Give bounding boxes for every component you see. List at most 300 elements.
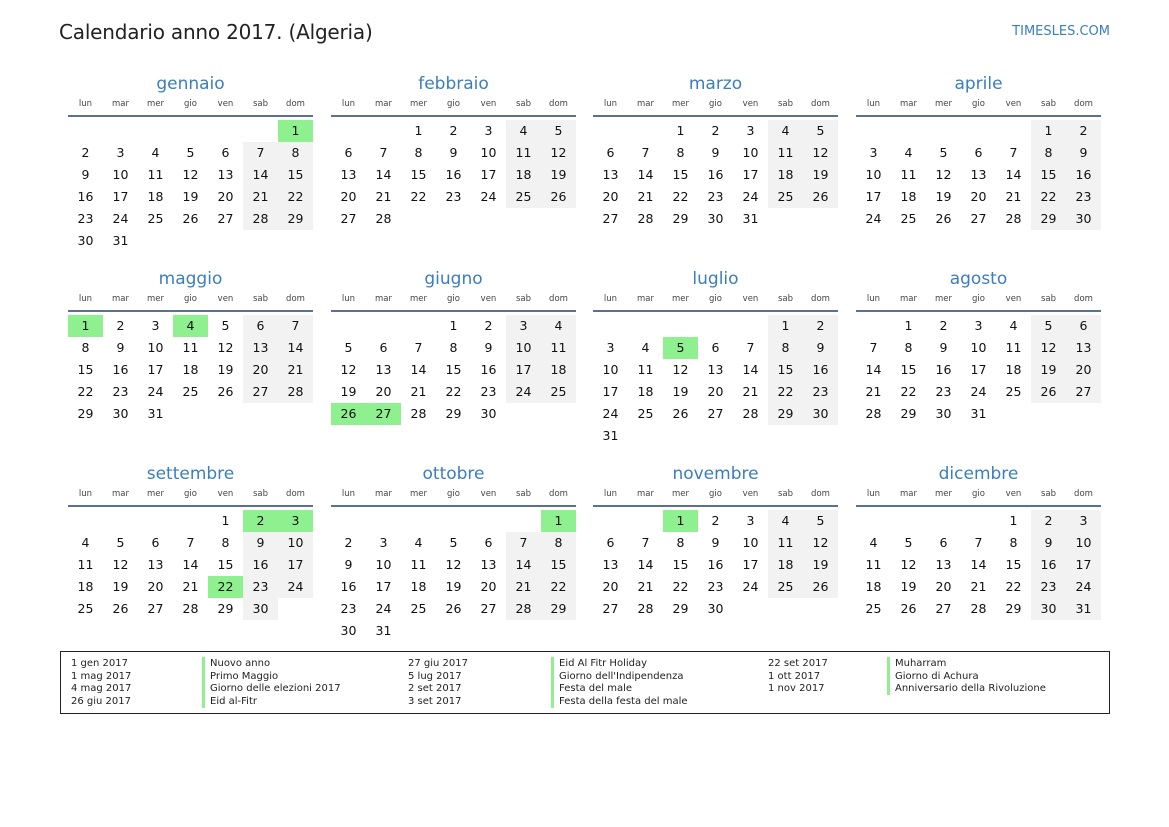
day-cell[interactable]: 12 (541, 142, 576, 164)
day-cell[interactable]: 25 (900, 211, 917, 226)
day-cell[interactable]: 4 (904, 145, 913, 160)
day-cell[interactable]: 6 (606, 145, 615, 160)
holiday-day-cell[interactable]: 1 (541, 510, 576, 532)
day-cell[interactable]: 18 (506, 164, 541, 186)
day-cell[interactable]: 12 (900, 557, 917, 572)
day-cell[interactable]: 11 (1005, 340, 1022, 355)
day-cell[interactable]: 4 (151, 145, 160, 160)
day-cell[interactable]: 24 (480, 189, 497, 204)
day-cell[interactable]: 30 (112, 406, 129, 421)
day-cell[interactable]: 8 (676, 145, 685, 160)
day-cell[interactable]: 27 (935, 601, 952, 616)
day-cell[interactable]: 20 (935, 579, 952, 594)
day-cell[interactable]: 20 (147, 579, 164, 594)
day-cell[interactable]: 22 (672, 579, 689, 594)
day-cell[interactable]: 25 (541, 381, 576, 403)
day-cell[interactable]: 6 (151, 535, 160, 550)
day-cell[interactable]: 13 (970, 167, 987, 182)
day-cell[interactable]: 19 (541, 164, 576, 186)
day-cell[interactable]: 15 (1031, 164, 1066, 186)
day-cell[interactable]: 19 (803, 164, 838, 186)
holiday-day-cell[interactable]: 3 (278, 510, 313, 532)
day-cell[interactable]: 29 (278, 208, 313, 230)
day-cell[interactable]: 26 (803, 576, 838, 598)
day-cell[interactable]: 9 (803, 337, 838, 359)
day-cell[interactable]: 18 (637, 384, 654, 399)
day-cell[interactable]: 4 (81, 535, 90, 550)
day-cell[interactable]: 18 (768, 554, 803, 576)
day-cell[interactable]: 2 (116, 318, 125, 333)
day-cell[interactable]: 4 (541, 315, 576, 337)
day-cell[interactable]: 12 (182, 167, 199, 182)
day-cell[interactable]: 28 (637, 601, 654, 616)
day-cell[interactable]: 8 (449, 340, 458, 355)
day-cell[interactable]: 12 (217, 340, 234, 355)
day-cell[interactable]: 20 (375, 384, 392, 399)
day-cell[interactable]: 13 (602, 167, 619, 182)
day-cell[interactable]: 22 (410, 189, 427, 204)
day-cell[interactable]: 15 (768, 359, 803, 381)
day-cell[interactable]: 29 (445, 406, 462, 421)
day-cell[interactable]: 29 (77, 406, 94, 421)
day-cell[interactable]: 8 (1031, 142, 1066, 164)
day-cell[interactable]: 24 (742, 189, 759, 204)
day-cell[interactable]: 16 (1031, 554, 1066, 576)
day-cell[interactable]: 9 (484, 340, 493, 355)
day-cell[interactable]: 3 (869, 145, 878, 160)
day-cell[interactable]: 24 (602, 406, 619, 421)
day-cell[interactable]: 17 (1066, 554, 1101, 576)
day-cell[interactable]: 9 (711, 535, 720, 550)
day-cell[interactable]: 25 (637, 406, 654, 421)
day-cell[interactable]: 27 (1066, 381, 1101, 403)
day-cell[interactable]: 27 (217, 211, 234, 226)
day-cell[interactable]: 18 (77, 579, 94, 594)
day-cell[interactable]: 11 (900, 167, 917, 182)
day-cell[interactable]: 30 (243, 598, 278, 620)
day-cell[interactable]: 29 (900, 406, 917, 421)
day-cell[interactable]: 12 (112, 557, 129, 572)
day-cell[interactable]: 14 (278, 337, 313, 359)
day-cell[interactable]: 7 (186, 535, 195, 550)
day-cell[interactable]: 20 (1066, 359, 1101, 381)
day-cell[interactable]: 11 (410, 557, 427, 572)
day-cell[interactable]: 11 (506, 142, 541, 164)
day-cell[interactable]: 23 (803, 381, 838, 403)
day-cell[interactable]: 4 (768, 120, 803, 142)
day-cell[interactable]: 10 (742, 535, 759, 550)
day-cell[interactable]: 21 (243, 186, 278, 208)
day-cell[interactable]: 10 (506, 337, 541, 359)
day-cell[interactable]: 30 (480, 406, 497, 421)
day-cell[interactable]: 15 (217, 557, 234, 572)
day-cell[interactable]: 17 (865, 189, 882, 204)
day-cell[interactable]: 16 (77, 189, 94, 204)
day-cell[interactable]: 14 (506, 554, 541, 576)
day-cell[interactable]: 2 (803, 315, 838, 337)
day-cell[interactable]: 31 (147, 406, 164, 421)
day-cell[interactable]: 5 (1031, 315, 1066, 337)
day-cell[interactable]: 15 (410, 167, 427, 182)
day-cell[interactable]: 1 (1009, 513, 1018, 528)
day-cell[interactable]: 7 (641, 145, 650, 160)
day-cell[interactable]: 21 (637, 579, 654, 594)
day-cell[interactable]: 4 (1009, 318, 1018, 333)
day-cell[interactable]: 7 (1009, 145, 1018, 160)
day-cell[interactable]: 23 (935, 384, 952, 399)
day-cell[interactable]: 22 (445, 384, 462, 399)
day-cell[interactable]: 17 (742, 557, 759, 572)
day-cell[interactable]: 22 (1005, 579, 1022, 594)
day-cell[interactable]: 13 (243, 337, 278, 359)
day-cell[interactable]: 8 (904, 340, 913, 355)
day-cell[interactable]: 14 (865, 362, 882, 377)
day-cell[interactable]: 9 (711, 145, 720, 160)
day-cell[interactable]: 16 (707, 557, 724, 572)
day-cell[interactable]: 10 (375, 557, 392, 572)
day-cell[interactable]: 13 (340, 167, 357, 182)
day-cell[interactable]: 21 (865, 384, 882, 399)
day-cell[interactable]: 28 (182, 601, 199, 616)
day-cell[interactable]: 16 (707, 167, 724, 182)
day-cell[interactable]: 31 (112, 233, 129, 248)
day-cell[interactable]: 2 (939, 318, 948, 333)
day-cell[interactable]: 7 (869, 340, 878, 355)
day-cell[interactable]: 5 (186, 145, 195, 160)
day-cell[interactable]: 7 (641, 535, 650, 550)
day-cell[interactable]: 4 (869, 535, 878, 550)
day-cell[interactable]: 6 (1066, 315, 1101, 337)
day-cell[interactable]: 22 (1031, 186, 1066, 208)
day-cell[interactable]: 19 (112, 579, 129, 594)
day-cell[interactable]: 21 (182, 579, 199, 594)
day-cell[interactable]: 19 (340, 384, 357, 399)
day-cell[interactable]: 1 (676, 123, 685, 138)
day-cell[interactable]: 23 (707, 189, 724, 204)
day-cell[interactable]: 10 (1066, 532, 1101, 554)
day-cell[interactable]: 17 (147, 362, 164, 377)
day-cell[interactable]: 25 (865, 601, 882, 616)
day-cell[interactable]: 26 (935, 211, 952, 226)
day-cell[interactable]: 6 (344, 145, 353, 160)
day-cell[interactable]: 22 (77, 384, 94, 399)
day-cell[interactable]: 24 (970, 384, 987, 399)
day-cell[interactable]: 23 (340, 601, 357, 616)
day-cell[interactable]: 18 (865, 579, 882, 594)
day-cell[interactable]: 20 (970, 189, 987, 204)
day-cell[interactable]: 3 (1066, 510, 1101, 532)
day-cell[interactable]: 14 (970, 557, 987, 572)
day-cell[interactable]: 30 (340, 623, 357, 638)
site-link[interactable]: TIMESLES.COM (1012, 24, 1110, 39)
day-cell[interactable]: 26 (217, 384, 234, 399)
day-cell[interactable]: 3 (506, 315, 541, 337)
day-cell[interactable]: 19 (1031, 359, 1066, 381)
day-cell[interactable]: 31 (375, 623, 392, 638)
day-cell[interactable]: 2 (1031, 510, 1066, 532)
day-cell[interactable]: 27 (147, 601, 164, 616)
day-cell[interactable]: 15 (900, 362, 917, 377)
day-cell[interactable]: 22 (541, 576, 576, 598)
day-cell[interactable]: 22 (900, 384, 917, 399)
day-cell[interactable]: 6 (606, 535, 615, 550)
day-cell[interactable]: 12 (445, 557, 462, 572)
day-cell[interactable]: 24 (742, 579, 759, 594)
day-cell[interactable]: 14 (375, 167, 392, 182)
day-cell[interactable]: 19 (672, 384, 689, 399)
day-cell[interactable]: 30 (77, 233, 94, 248)
day-cell[interactable]: 14 (182, 557, 199, 572)
day-cell[interactable]: 11 (77, 557, 94, 572)
day-cell[interactable]: 21 (278, 359, 313, 381)
day-cell[interactable]: 16 (480, 362, 497, 377)
day-cell[interactable]: 28 (865, 406, 882, 421)
day-cell[interactable]: 1 (1031, 120, 1066, 142)
day-cell[interactable]: 3 (746, 123, 755, 138)
day-cell[interactable]: 20 (243, 359, 278, 381)
day-cell[interactable]: 15 (1005, 557, 1022, 572)
day-cell[interactable]: 30 (935, 406, 952, 421)
day-cell[interactable]: 2 (711, 513, 720, 528)
day-cell[interactable]: 18 (900, 189, 917, 204)
day-cell[interactable]: 9 (81, 167, 90, 182)
day-cell[interactable]: 2 (344, 535, 353, 550)
day-cell[interactable]: 9 (939, 340, 948, 355)
day-cell[interactable]: 7 (243, 142, 278, 164)
day-cell[interactable]: 11 (637, 362, 654, 377)
day-cell[interactable]: 1 (414, 123, 423, 138)
day-cell[interactable]: 8 (768, 337, 803, 359)
day-cell[interactable]: 26 (182, 211, 199, 226)
day-cell[interactable]: 26 (900, 601, 917, 616)
day-cell[interactable]: 5 (541, 120, 576, 142)
day-cell[interactable]: 28 (410, 406, 427, 421)
day-cell[interactable]: 6 (974, 145, 983, 160)
day-cell[interactable]: 10 (480, 145, 497, 160)
day-cell[interactable]: 23 (1066, 186, 1101, 208)
day-cell[interactable]: 21 (637, 189, 654, 204)
day-cell[interactable]: 17 (602, 384, 619, 399)
day-cell[interactable]: 8 (676, 535, 685, 550)
day-cell[interactable]: 29 (541, 598, 576, 620)
day-cell[interactable]: 19 (445, 579, 462, 594)
day-cell[interactable]: 14 (637, 167, 654, 182)
day-cell[interactable]: 17 (375, 579, 392, 594)
day-cell[interactable]: 29 (1005, 601, 1022, 616)
day-cell[interactable]: 25 (410, 601, 427, 616)
day-cell[interactable]: 28 (637, 211, 654, 226)
holiday-day-cell[interactable]: 22 (208, 576, 243, 598)
day-cell[interactable]: 22 (672, 189, 689, 204)
day-cell[interactable]: 14 (243, 164, 278, 186)
day-cell[interactable]: 18 (541, 359, 576, 381)
day-cell[interactable]: 20 (480, 579, 497, 594)
day-cell[interactable]: 29 (672, 601, 689, 616)
day-cell[interactable]: 28 (278, 381, 313, 403)
day-cell[interactable]: 8 (1009, 535, 1018, 550)
day-cell[interactable]: 7 (414, 340, 423, 355)
day-cell[interactable]: 9 (1031, 532, 1066, 554)
day-cell[interactable]: 20 (707, 384, 724, 399)
day-cell[interactable]: 23 (243, 576, 278, 598)
day-cell[interactable]: 14 (410, 362, 427, 377)
day-cell[interactable]: 5 (904, 535, 913, 550)
day-cell[interactable]: 20 (602, 189, 619, 204)
day-cell[interactable]: 21 (375, 189, 392, 204)
day-cell[interactable]: 25 (768, 576, 803, 598)
day-cell[interactable]: 7 (974, 535, 983, 550)
day-cell[interactable]: 30 (707, 211, 724, 226)
day-cell[interactable]: 29 (217, 601, 234, 616)
holiday-day-cell[interactable]: 1 (278, 120, 313, 142)
day-cell[interactable]: 27 (602, 601, 619, 616)
day-cell[interactable]: 10 (278, 532, 313, 554)
day-cell[interactable]: 28 (506, 598, 541, 620)
day-cell[interactable]: 12 (803, 142, 838, 164)
day-cell[interactable]: 13 (935, 557, 952, 572)
day-cell[interactable]: 21 (410, 384, 427, 399)
day-cell[interactable]: 24 (1066, 576, 1101, 598)
day-cell[interactable]: 10 (602, 362, 619, 377)
day-cell[interactable]: 4 (414, 535, 423, 550)
day-cell[interactable]: 27 (602, 211, 619, 226)
day-cell[interactable]: 29 (1031, 208, 1066, 230)
day-cell[interactable]: 5 (803, 510, 838, 532)
day-cell[interactable]: 1 (768, 315, 803, 337)
day-cell[interactable]: 6 (939, 535, 948, 550)
day-cell[interactable]: 13 (147, 557, 164, 572)
day-cell[interactable]: 24 (865, 211, 882, 226)
day-cell[interactable]: 4 (641, 340, 650, 355)
day-cell[interactable]: 25 (182, 384, 199, 399)
day-cell[interactable]: 19 (803, 554, 838, 576)
day-cell[interactable]: 10 (112, 167, 129, 182)
day-cell[interactable]: 5 (344, 340, 353, 355)
day-cell[interactable]: 10 (970, 340, 987, 355)
day-cell[interactable]: 24 (112, 211, 129, 226)
day-cell[interactable]: 22 (278, 186, 313, 208)
day-cell[interactable]: 13 (375, 362, 392, 377)
day-cell[interactable]: 21 (970, 579, 987, 594)
day-cell[interactable]: 15 (278, 164, 313, 186)
day-cell[interactable]: 5 (449, 535, 458, 550)
holiday-day-cell[interactable]: 5 (663, 337, 698, 359)
day-cell[interactable]: 30 (1066, 208, 1101, 230)
day-cell[interactable]: 11 (768, 532, 803, 554)
day-cell[interactable]: 23 (112, 384, 129, 399)
day-cell[interactable]: 15 (672, 167, 689, 182)
holiday-day-cell[interactable]: 2 (243, 510, 278, 532)
day-cell[interactable]: 31 (1066, 598, 1101, 620)
day-cell[interactable]: 3 (116, 145, 125, 160)
day-cell[interactable]: 10 (147, 340, 164, 355)
day-cell[interactable]: 3 (379, 535, 388, 550)
day-cell[interactable]: 13 (480, 557, 497, 572)
day-cell[interactable]: 26 (803, 186, 838, 208)
day-cell[interactable]: 19 (935, 189, 952, 204)
day-cell[interactable]: 30 (1031, 598, 1066, 620)
day-cell[interactable]: 18 (768, 164, 803, 186)
day-cell[interactable]: 19 (182, 189, 199, 204)
day-cell[interactable]: 25 (77, 601, 94, 616)
day-cell[interactable]: 25 (147, 211, 164, 226)
day-cell[interactable]: 11 (147, 167, 164, 182)
holiday-day-cell[interactable]: 1 (663, 510, 698, 532)
day-cell[interactable]: 8 (221, 535, 230, 550)
day-cell[interactable]: 21 (742, 384, 759, 399)
day-cell[interactable]: 13 (1066, 337, 1101, 359)
day-cell[interactable]: 6 (484, 535, 493, 550)
day-cell[interactable]: 25 (1005, 384, 1022, 399)
day-cell[interactable]: 5 (116, 535, 125, 550)
day-cell[interactable]: 24 (375, 601, 392, 616)
day-cell[interactable]: 2 (711, 123, 720, 138)
day-cell[interactable]: 17 (970, 362, 987, 377)
day-cell[interactable]: 21 (506, 576, 541, 598)
day-cell[interactable]: 12 (803, 532, 838, 554)
day-cell[interactable]: 2 (1066, 120, 1101, 142)
day-cell[interactable]: 31 (970, 406, 987, 421)
day-cell[interactable]: 30 (707, 601, 724, 616)
day-cell[interactable]: 6 (243, 315, 278, 337)
day-cell[interactable]: 6 (379, 340, 388, 355)
holiday-day-cell[interactable]: 27 (366, 403, 401, 425)
day-cell[interactable]: 27 (340, 211, 357, 226)
day-cell[interactable]: 1 (904, 318, 913, 333)
day-cell[interactable]: 18 (182, 362, 199, 377)
day-cell[interactable]: 14 (742, 362, 759, 377)
day-cell[interactable]: 21 (1005, 189, 1022, 204)
day-cell[interactable]: 30 (803, 403, 838, 425)
day-cell[interactable]: 19 (217, 362, 234, 377)
day-cell[interactable]: 11 (182, 340, 199, 355)
day-cell[interactable]: 13 (602, 557, 619, 572)
day-cell[interactable]: 29 (672, 211, 689, 226)
day-cell[interactable]: 22 (768, 381, 803, 403)
day-cell[interactable]: 17 (506, 359, 541, 381)
day-cell[interactable]: 3 (151, 318, 160, 333)
day-cell[interactable]: 2 (449, 123, 458, 138)
day-cell[interactable]: 25 (768, 186, 803, 208)
day-cell[interactable]: 17 (112, 189, 129, 204)
day-cell[interactable]: 15 (77, 362, 94, 377)
day-cell[interactable]: 20 (340, 189, 357, 204)
day-cell[interactable]: 26 (541, 186, 576, 208)
day-cell[interactable]: 17 (278, 554, 313, 576)
holiday-day-cell[interactable]: 4 (173, 315, 208, 337)
day-cell[interactable]: 31 (602, 428, 619, 443)
day-cell[interactable]: 5 (221, 318, 230, 333)
day-cell[interactable]: 26 (445, 601, 462, 616)
day-cell[interactable]: 9 (344, 557, 353, 572)
day-cell[interactable]: 11 (541, 337, 576, 359)
day-cell[interactable]: 9 (116, 340, 125, 355)
day-cell[interactable]: 16 (1066, 164, 1101, 186)
day-cell[interactable]: 23 (707, 579, 724, 594)
day-cell[interactable]: 10 (742, 145, 759, 160)
day-cell[interactable]: 27 (243, 381, 278, 403)
day-cell[interactable]: 28 (243, 208, 278, 230)
day-cell[interactable]: 27 (707, 406, 724, 421)
day-cell[interactable]: 7 (746, 340, 755, 355)
day-cell[interactable]: 17 (480, 167, 497, 182)
day-cell[interactable]: 12 (1031, 337, 1066, 359)
day-cell[interactable]: 1 (449, 318, 458, 333)
day-cell[interactable]: 23 (480, 384, 497, 399)
day-cell[interactable]: 16 (112, 362, 129, 377)
day-cell[interactable]: 20 (602, 579, 619, 594)
day-cell[interactable]: 27 (480, 601, 497, 616)
